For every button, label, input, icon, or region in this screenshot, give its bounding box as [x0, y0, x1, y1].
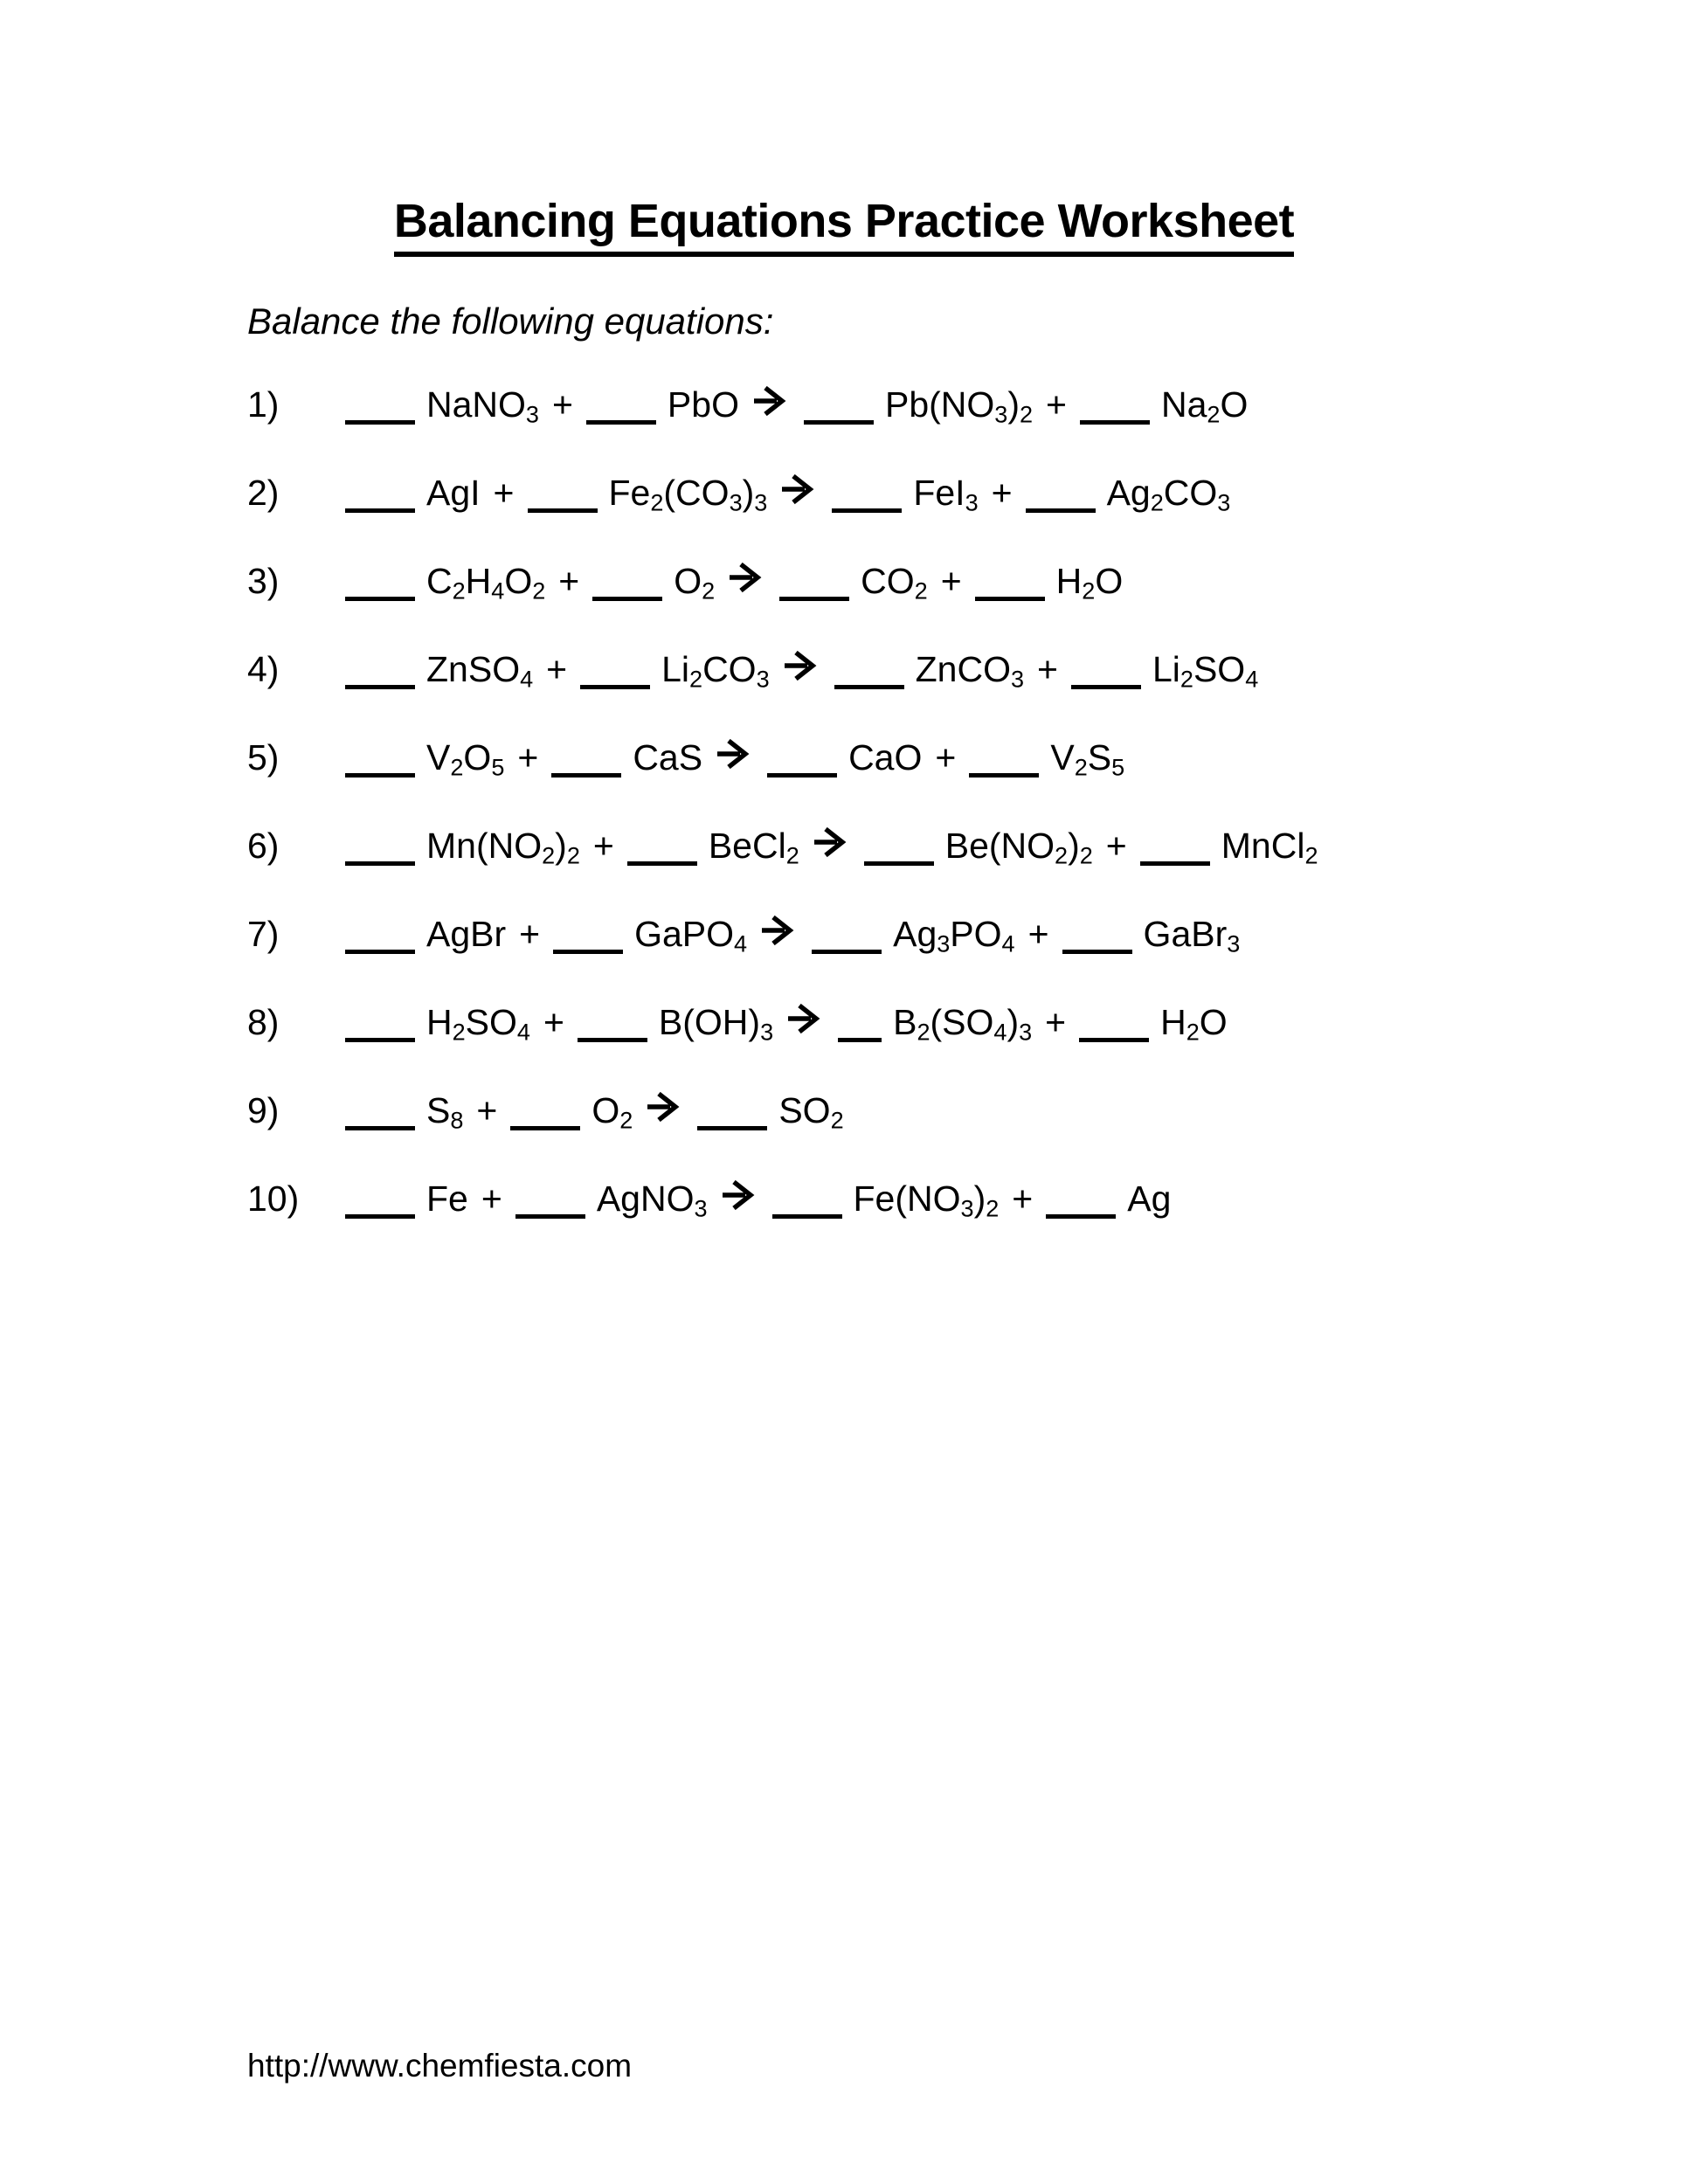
plus-sign: +: [991, 473, 1013, 513]
answer-blank: [528, 489, 598, 513]
equation-products: [864, 826, 1318, 867]
plus-sign: +: [517, 737, 539, 778]
equation-products: [832, 473, 1230, 514]
equation-row: [247, 473, 1318, 561]
chemical-formula: GaPO$_4$: [634, 914, 748, 957]
answer-blank: [864, 842, 934, 866]
chemical-formula: $Na_2O$: [1160, 384, 1249, 428]
equation-reactants: [345, 1002, 774, 1046]
chemical-formula: $B_2(SO_4)_3$: [893, 1002, 1033, 1046]
answer-blank: [510, 1107, 580, 1130]
answer-blank: [627, 842, 697, 866]
equation-products: [779, 561, 1124, 605]
arrow-right-icon: [720, 1179, 760, 1211]
equation-reactants: [345, 737, 703, 781]
equation-products: [838, 1002, 1228, 1046]
plus-sign: +: [481, 1178, 502, 1219]
equation-number: 7): [247, 914, 280, 954]
answer-blank: [345, 842, 415, 866]
chemical-formula: $H_2O$: [1055, 561, 1124, 605]
answer-blank: [1026, 489, 1096, 513]
equation-reactants: [345, 826, 799, 867]
chemical-formula: $Ag_2CO_3$: [1106, 473, 1231, 516]
plus-sign: +: [543, 1002, 564, 1042]
chemical-formula: PbO: [667, 384, 739, 425]
plus-sign: +: [1037, 649, 1058, 689]
chemical-formula: $Fe(NO_3)_2$: [853, 1178, 1000, 1222]
equation-row: [247, 826, 1318, 914]
chemical-formula: $Li_2CO_3$: [661, 649, 770, 693]
answer-blank: [345, 754, 415, 778]
chemical-formula: ZnCO$_3$: [915, 649, 1025, 693]
equation-number: 8): [247, 1002, 280, 1042]
equation-reactants: [345, 561, 716, 605]
plus-sign: +: [551, 384, 573, 425]
answer-blank: [772, 1195, 842, 1219]
page-title: [0, 194, 1688, 248]
answer-blank: [1071, 666, 1141, 689]
chemical-formula: MnCl$_2$: [1221, 826, 1318, 869]
answer-blank: [804, 401, 874, 425]
equation-products: [772, 1178, 1172, 1220]
chemical-formula: Ag: [1127, 1178, 1172, 1219]
page-title-text: Balancing Equations Practice Worksheet: [394, 195, 1294, 257]
equation-products: [804, 384, 1249, 428]
chemical-formula: GaBr$_3$: [1143, 914, 1241, 957]
arrow-right-icon: [782, 650, 822, 681]
plus-sign: +: [476, 1090, 498, 1130]
answer-blank: [1079, 1019, 1149, 1042]
chemical-formula: AgBr: [426, 914, 507, 954]
answer-blank: [345, 666, 415, 689]
chemical-formula: $Li_2SO_4$: [1152, 649, 1259, 693]
chemical-formula: $O_2$: [591, 1090, 633, 1134]
chemical-formula: $H_2SO_4$: [426, 1002, 530, 1046]
chemical-formula: $S_8$: [426, 1090, 464, 1134]
answer-blank: [553, 930, 623, 954]
answer-blank: [515, 1195, 585, 1219]
equation-number: 1): [247, 384, 280, 425]
chemical-formula: CaO: [848, 737, 923, 778]
equation-reactants: [345, 914, 747, 955]
equation-products: [834, 649, 1259, 693]
answer-blank: [812, 930, 882, 954]
answer-blank: [551, 754, 621, 778]
answer-blank: [1062, 930, 1132, 954]
answer-blank: [1080, 401, 1150, 425]
arrow-right-icon: [727, 562, 767, 593]
arrow-right-icon: [645, 1091, 685, 1123]
equation-row: [247, 1178, 1318, 1267]
chemical-formula: $Be(NO_2)_2$: [944, 826, 1093, 869]
answer-blank: [345, 577, 415, 601]
equation-products: [697, 1090, 844, 1134]
chemical-formula: $V_2O_5$: [426, 737, 505, 781]
chemical-formula: AgNO$_3$: [596, 1178, 708, 1222]
answer-blank: [779, 577, 849, 601]
answer-blank: [975, 577, 1045, 601]
answer-blank: [838, 1019, 882, 1042]
equation-row: [247, 649, 1318, 737]
chemical-formula: FeI$_3$: [913, 473, 979, 516]
answer-blank: [1046, 1195, 1116, 1219]
equation-row: [247, 1002, 1318, 1090]
chemical-formula: CaS: [633, 737, 703, 778]
plus-sign: +: [1046, 384, 1067, 425]
chemical-formula: BeCl$_2$: [708, 826, 799, 869]
arrow-right-icon: [779, 473, 820, 505]
chemical-formula: AgI: [426, 473, 481, 513]
equation-number: 6): [247, 826, 280, 866]
answer-blank: [767, 754, 837, 778]
answer-blank: [969, 754, 1039, 778]
equation-products: [767, 737, 1125, 781]
instructions-text: Balance the following equations:: [247, 301, 774, 342]
equation-number: 4): [247, 649, 280, 689]
answer-blank: [834, 666, 904, 689]
arrow-right-icon: [759, 915, 799, 946]
equation-row: [247, 561, 1318, 649]
plus-sign: +: [519, 914, 541, 954]
chemical-formula: $V_2S_5$: [1050, 737, 1125, 781]
plus-sign: +: [1105, 826, 1127, 866]
chemical-formula: $Mn(NO_2)_2$: [426, 826, 580, 869]
arrow-right-icon: [751, 385, 792, 417]
chemical-formula: Fe: [426, 1178, 468, 1219]
chemical-formula: $C_2H_4O_2$: [426, 561, 546, 605]
plus-sign: +: [940, 561, 962, 601]
plus-sign: +: [1012, 1178, 1034, 1219]
answer-blank: [1140, 842, 1210, 866]
arrow-right-icon: [715, 738, 755, 770]
arrow-right-icon: [785, 1003, 826, 1034]
chemical-formula: $Ag_3PO_4$: [893, 914, 1015, 957]
chemical-formula: $H_2O$: [1160, 1002, 1228, 1046]
chemical-formula: $Pb(NO_3)_2$: [884, 384, 1034, 428]
equation-number: 3): [247, 561, 280, 601]
equation-row: [247, 384, 1318, 473]
plus-sign: +: [558, 561, 580, 601]
equation-number: 2): [247, 473, 280, 513]
chemical-formula: $SO_2$: [778, 1090, 844, 1134]
chemical-formula: $B(OH)_3$: [658, 1002, 774, 1046]
plus-sign: +: [1027, 914, 1049, 954]
equation-number: 10): [247, 1178, 300, 1219]
equation-reactants: [345, 649, 770, 693]
equation-number: 5): [247, 737, 280, 778]
equation-row: [247, 914, 1318, 1002]
equation-row: [247, 1090, 1318, 1178]
answer-blank: [578, 1019, 647, 1042]
equation-reactants: [345, 384, 739, 428]
plus-sign: +: [935, 737, 957, 778]
answer-blank: [345, 1107, 415, 1130]
plus-sign: +: [546, 649, 568, 689]
plus-sign: +: [1045, 1002, 1067, 1042]
equation-row: [247, 737, 1318, 826]
answer-blank: [697, 1107, 767, 1130]
answer-blank: [580, 666, 650, 689]
answer-blank: [345, 1019, 415, 1042]
answer-blank: [345, 489, 415, 513]
equation-reactants: [345, 473, 767, 514]
answer-blank: [345, 930, 415, 954]
plus-sign: +: [493, 473, 515, 513]
answer-blank: [592, 577, 662, 601]
equation-number: 9): [247, 1090, 280, 1130]
answer-blank: [345, 1195, 415, 1219]
equation-list: [247, 384, 1318, 1267]
equation-products: [812, 914, 1240, 955]
answer-blank: [345, 401, 415, 425]
chemical-formula: $CO_2$: [861, 561, 928, 605]
chemical-formula: $Fe_2(CO_3)_3$: [608, 473, 768, 516]
equation-reactants: [345, 1090, 633, 1134]
chemical-formula: NaNO$_3$: [426, 384, 539, 428]
answer-blank: [586, 401, 656, 425]
chemical-formula: ZnSO$_4$: [426, 649, 534, 693]
arrow-right-icon: [812, 826, 852, 858]
chemical-formula: $O_2$: [674, 561, 716, 605]
equation-reactants: [345, 1178, 708, 1220]
answer-blank: [832, 489, 902, 513]
plus-sign: +: [592, 826, 614, 866]
footer-url: http://www.chemfiesta.com: [247, 2048, 633, 2084]
